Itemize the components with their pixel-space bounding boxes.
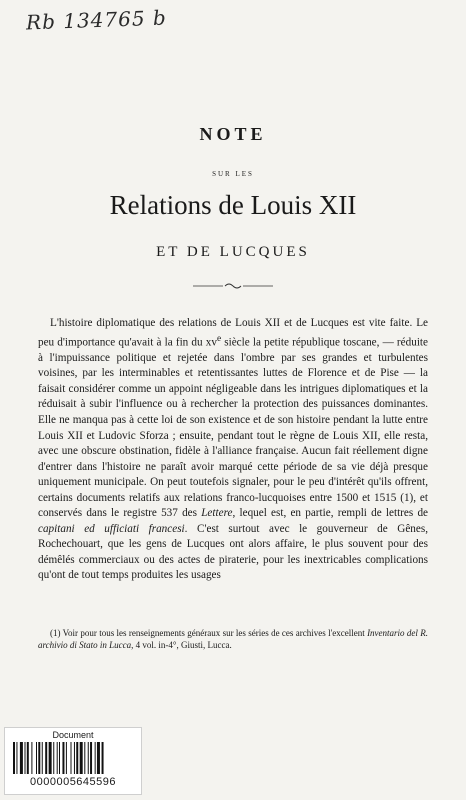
title-main: Relations de Louis XII: [109, 190, 357, 220]
footnote-text: (1) Voir pour tous les renseignements généraux sur les séries de ces archives l'excellent Inventario del R. archivio di Stato in Lucca, 4 vol. in-4°, Giusti, Lucca.: [38, 628, 428, 650]
barcode-title: Document: [52, 730, 94, 740]
barcode-number: 0000005645596: [29, 776, 117, 788]
title-sur-les: SUR LES: [212, 170, 254, 178]
handwritten-shelfmark: Rb 134765 b: [25, 5, 168, 35]
barcode-icon: [13, 742, 133, 774]
body-text: [38, 316, 428, 584]
footnote: [38, 627, 428, 651]
ornament-divider-icon: [193, 282, 273, 290]
body-paragraph: L'histoire diplomatique des relations de Louis XII et de Lucques est vite faite. Le peu d'importance qu'avait à la fin du $xv^e$ siècle la petite république toscane, — réduite à l'impuissance politique et rejetée dans l'ombre par ses grandes et turbulentes voisines, par les interminables et retentissantes luttes de Florence et de Pise — la faisait considérer comme un appoint négligeable dans les intrigues diplomatiques et la réduisait à subir l'influence ou à rechercher la protection des puissances dominantes. Elle ne manqua pas à cette loi de son existence et de son histoire pendant la lutte entre Louis XII et Ludovic Sforza ; ensuite, pendant tout le règne de Louis XII, elle resta, avec une obscure obstination, fidèle à l'alliance française. Aucun fait réellement digne d'entrer dans l'histoire ne paraît avoir marqué cette période de sa vie déjà presque uniquement municipale. On peut toutefois signaler, pour le peu d'intérêt qu'ils offrent, certains documents relatifs aux relations franco-lucquoises entre 1500 et 1515 (1), et conservés dans le registre 537 des Lettere, lequel est, en partie, rempli de lettres de capitani ed ufficiati francesi. C'est surtout avec le gouverneur de Gênes, Rochechouart, que les gens de Lucques ont alors affaire, le plus souvent pour des démêlés commerciaux ou des actes de piraterie, pour les inextricables complications qu'ont de tout temps produites les usages: [38, 317, 428, 582]
title-note: NOTE: [199, 124, 267, 144]
title-subtitle: ET DE LUCQUES: [156, 244, 310, 260]
barcode-label-sticker: [4, 727, 142, 795]
